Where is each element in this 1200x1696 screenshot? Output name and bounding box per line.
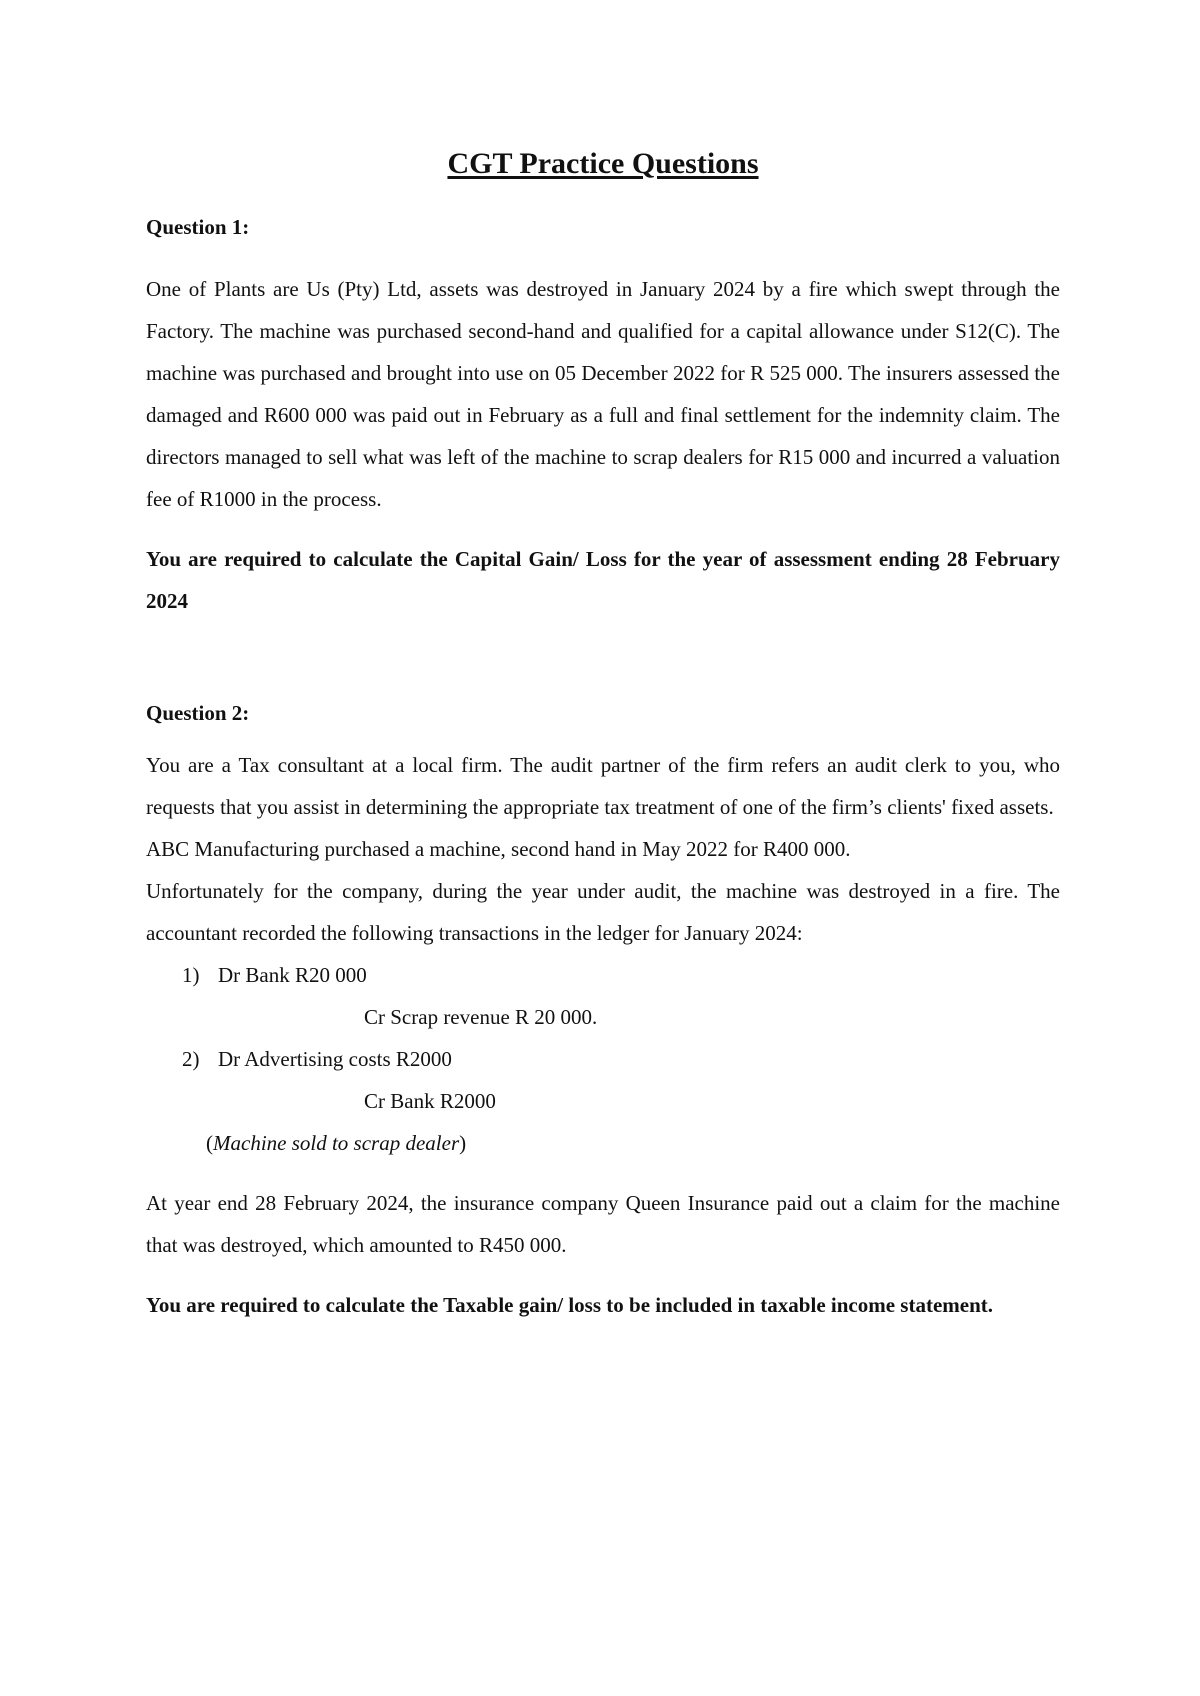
question-2-intro: You are a Tax consultant at a local firm. The audit partner of the firm refers an audit clerk to you, who requests that you assist in determining the appropriate tax treatment of one of the firm’s clients' fixed assets. [146, 753, 1060, 819]
ledger-note [146, 1122, 1060, 1164]
question-1-heading: Question 1: [146, 215, 250, 239]
question-1-requirement: You are required to calculate the Capital Gain/ Loss for the year of assessment ending 28 February 2024 [146, 547, 1060, 613]
ledger-debit-line: Dr Advertising costs R2000 [218, 1047, 452, 1071]
question-1-body: One of Plants are Us (Pty) Ltd, assets was destroyed in January 2024 by a fire which swept through the Factory. The machine was purchased second-hand and qualified for a capital allowance under S12(C). The machine was purchased and brought into use on 05 December 2022 for R 525 000. The insurers assessed the damaged and R600 000 was paid out in February as a full and final settlement for the indemnity claim. The directors managed to sell what was left of the machine to scrap dealers for R15 000 and incurred a valuation fee of R1000 in the process. [146, 277, 1060, 511]
note-text: Machine sold to scrap dealer [213, 1131, 460, 1155]
ledger-debit-line: Dr Bank R20 000 [218, 963, 367, 987]
ledger-credit-line: Cr Scrap revenue R 20 000. [364, 1005, 598, 1029]
question-2-heading: Question 2: [146, 701, 250, 725]
ledger-entry [146, 954, 1060, 1038]
note-open-paren: ( [206, 1131, 213, 1155]
ledger-entry-number: 2) [182, 1047, 200, 1071]
document-page [146, 142, 1060, 1326]
ledger-entry-number: 1) [182, 963, 200, 987]
ledger-credit-line: Cr Bank R2000 [364, 1089, 496, 1113]
question-2-requirement: You are required to calculate the Taxable gain/ loss to be included in taxable income statement. [146, 1293, 994, 1317]
note-close-paren: ) [459, 1131, 467, 1155]
question-2-fire-line: Unfortunately for the company, during the year under audit, the machine was destroyed in a fire. The accountant recorded the following transactions in the ledger for January 2024: [146, 879, 1060, 945]
question-2-closing: At year end 28 February 2024, the insurance company Queen Insurance paid out a claim for the machine that was destroyed, which amounted to R450 000. [146, 1191, 1060, 1257]
question-2-purchase-line: ABC Manufacturing purchased a machine, second hand in May 2022 for R400 000. [146, 837, 851, 861]
ledger-entries [146, 954, 1060, 1122]
ledger-entry [146, 1038, 1060, 1122]
page-title: CGT Practice Questions [447, 147, 759, 180]
